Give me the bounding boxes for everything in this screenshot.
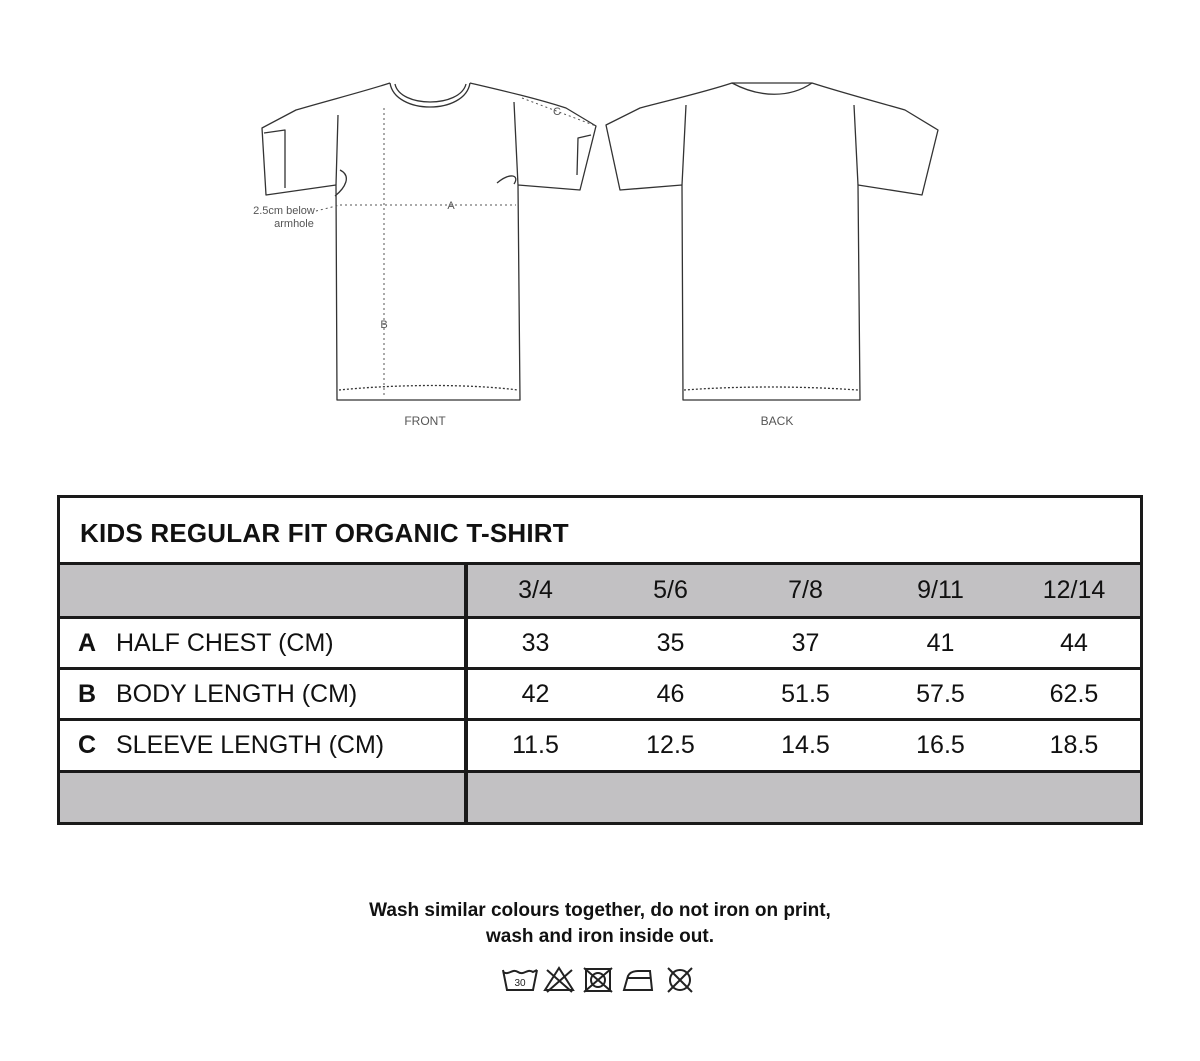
do-not-tumble-dry-icon <box>584 968 612 992</box>
row-label-text: SLEEVE LENGTH (CM) <box>116 731 385 759</box>
row-label <box>78 619 334 667</box>
table-cell: 62.5 <box>1049 679 1099 708</box>
row-label-text: BODY LENGTH (CM) <box>116 679 358 708</box>
table-cell: 51.5 <box>781 679 830 708</box>
back-label: BACK <box>760 414 794 428</box>
wash-temp-label: 30 <box>514 978 526 989</box>
table-cell: 33 <box>521 628 550 657</box>
row-label <box>78 721 384 770</box>
row-label-text: HALF CHEST (CM) <box>116 628 334 657</box>
back-tee-outline <box>606 83 938 400</box>
table-cell: 16.5 <box>916 731 965 759</box>
size-header: 5/6 <box>653 576 688 604</box>
size-table <box>57 495 1143 825</box>
care-line-2: wash and iron inside out. <box>485 926 715 947</box>
front-collar <box>390 83 470 107</box>
table-cell: 44 <box>1060 628 1088 657</box>
table-cell: 18.5 <box>1049 731 1099 759</box>
table-cell: 35 <box>656 628 685 657</box>
care-icons <box>500 962 700 996</box>
tshirt-diagram <box>0 0 1200 440</box>
annotation-line1: 2.5cm below <box>253 205 315 217</box>
table-cell: 12.5 <box>646 731 695 759</box>
care-line-1: Wash similar colours together, do not iron on print, <box>369 900 831 921</box>
table-row <box>60 670 1140 721</box>
size-header-row <box>60 565 1140 619</box>
do-not-bleach-icon <box>545 968 573 992</box>
iron-icon <box>624 971 652 990</box>
table-cell: 11.5 <box>512 731 559 759</box>
care-instructions <box>0 898 1200 950</box>
size-header: 12/14 <box>1042 576 1106 604</box>
table-cell: 14.5 <box>781 731 830 759</box>
front-tee-outline <box>262 83 596 400</box>
table-footer-row <box>60 773 1140 822</box>
table-cell: 42 <box>521 679 550 708</box>
table-row <box>60 721 1140 773</box>
table-cell: 41 <box>926 628 955 657</box>
table-cell: 57.5 <box>916 679 965 708</box>
row-letter: C <box>78 731 97 759</box>
marker-c: C <box>553 106 561 118</box>
row-letter: B <box>78 679 97 708</box>
do-not-dry-clean-icon <box>668 968 692 992</box>
row-label <box>78 670 357 718</box>
table-row <box>60 619 1140 670</box>
table-title: KIDS REGULAR FIT ORGANIC T-SHIRT <box>80 518 569 548</box>
table-title-row <box>60 498 1140 565</box>
column-divider <box>464 565 468 822</box>
annotation-line2: armhole <box>274 218 314 230</box>
table-cell: 46 <box>656 679 685 708</box>
marker-b: B <box>380 319 388 331</box>
size-header: 9/11 <box>917 576 964 604</box>
row-letter: A <box>78 628 97 657</box>
size-header: 7/8 <box>788 576 823 604</box>
front-label: FRONT <box>404 414 446 428</box>
wash-30-icon <box>503 970 537 990</box>
marker-a: A <box>447 200 455 212</box>
table-cell: 37 <box>791 628 820 657</box>
size-header: 3/4 <box>518 576 553 604</box>
